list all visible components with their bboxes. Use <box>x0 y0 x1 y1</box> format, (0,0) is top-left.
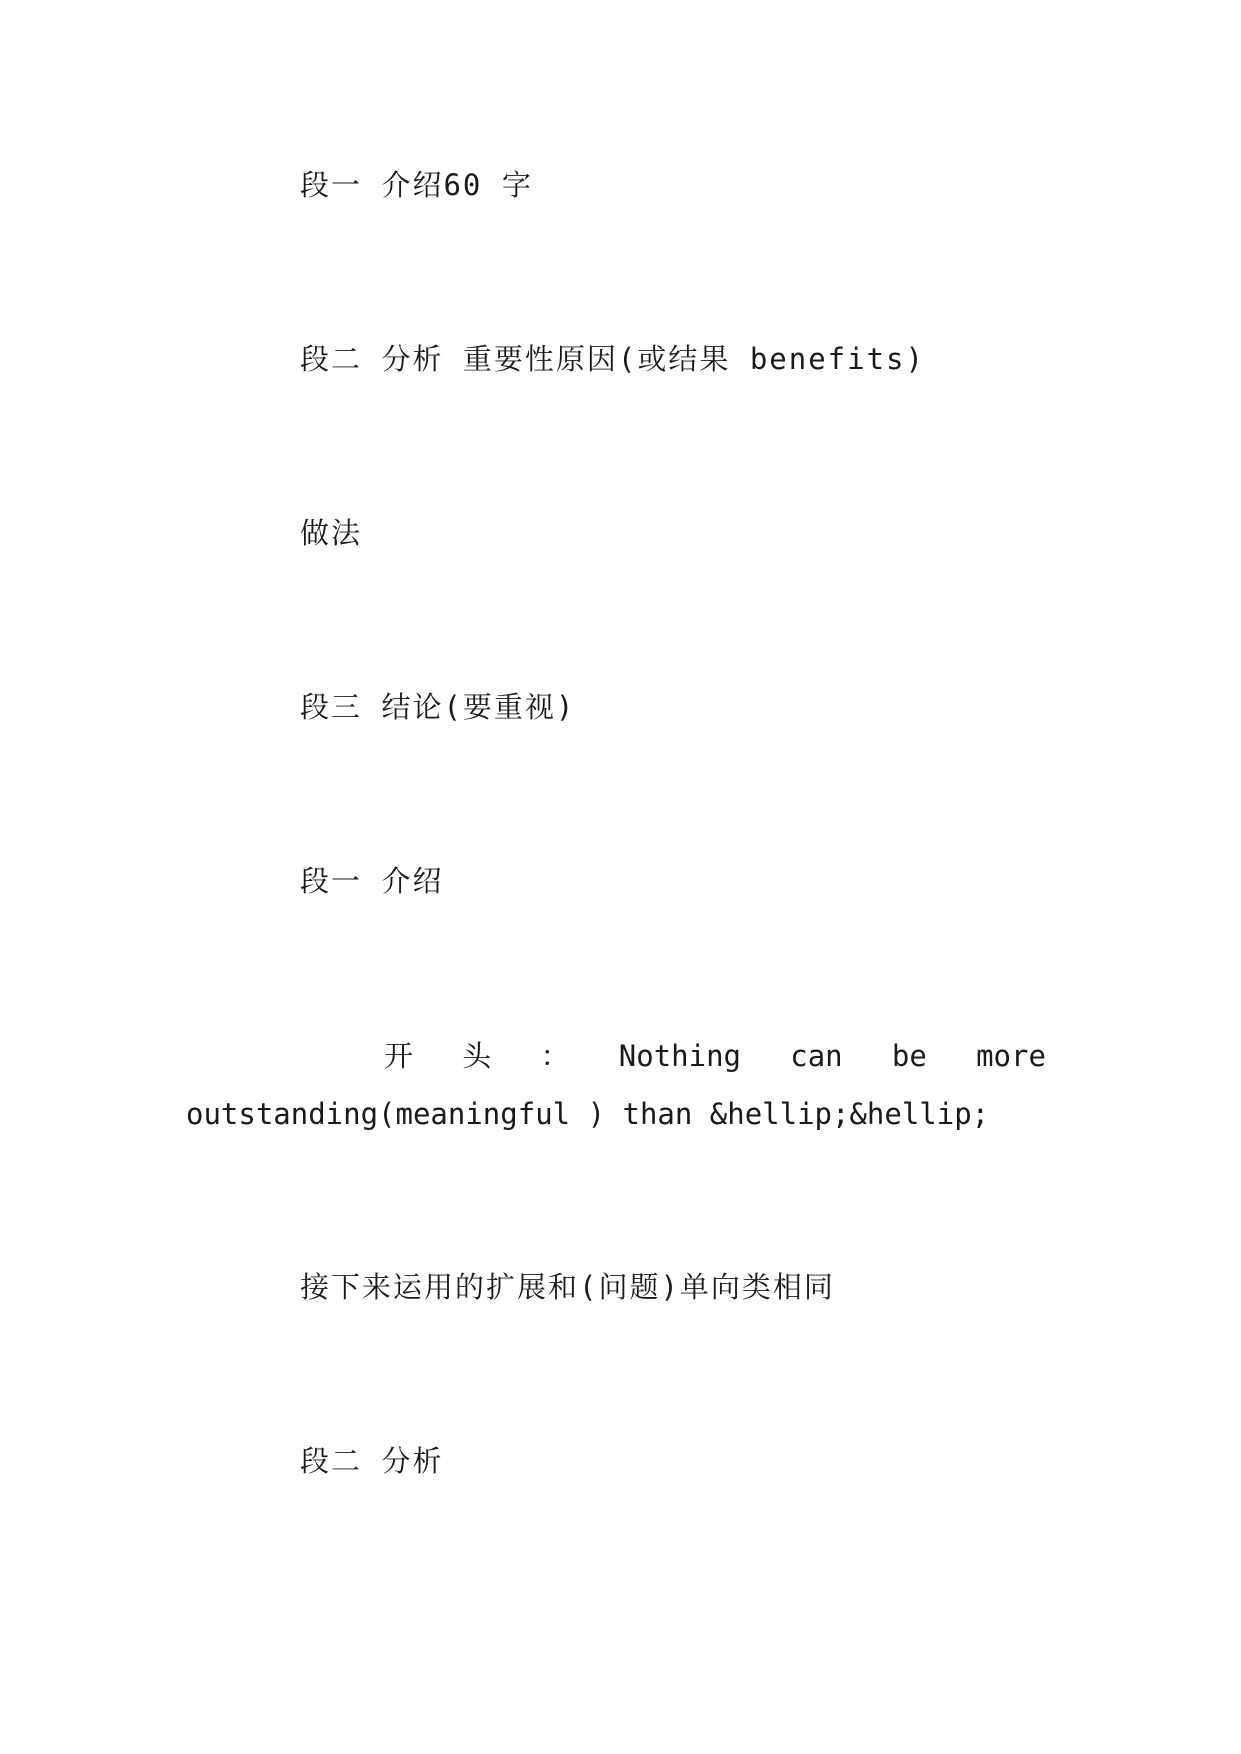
opening-word: ： <box>540 1039 570 1073</box>
opening-sentence-continuation: outstanding(meaningful ) than &hellip;&hellip; <box>186 1097 990 1131</box>
paragraph-one-intro-heading: 段一 介绍60 字 <box>300 168 533 202</box>
paragraph-two-analysis-heading: 段二 分析 重要性原因(或结果 benefits) <box>300 342 925 376</box>
opening-word: be <box>891 1039 927 1073</box>
opening-word: Nothing <box>618 1039 742 1073</box>
paragraph-three-conclusion-heading: 段三 结论(要重视) <box>300 690 576 724</box>
expansion-note: 接下来运用的扩展和(问题)单向类相同 <box>300 1270 835 1304</box>
method-heading: 做法 <box>300 516 363 550</box>
opening-word: can <box>790 1039 843 1073</box>
paragraph-one-intro-subheading: 段一 介绍 <box>300 864 444 898</box>
opening-word: 头 <box>462 1039 492 1073</box>
opening-word: more <box>976 1039 1046 1073</box>
paragraph-two-analysis-subheading: 段二 分析 <box>300 1444 444 1478</box>
opening-word: 开 <box>384 1039 414 1073</box>
opening-sentence-line <box>384 1036 1046 1076</box>
